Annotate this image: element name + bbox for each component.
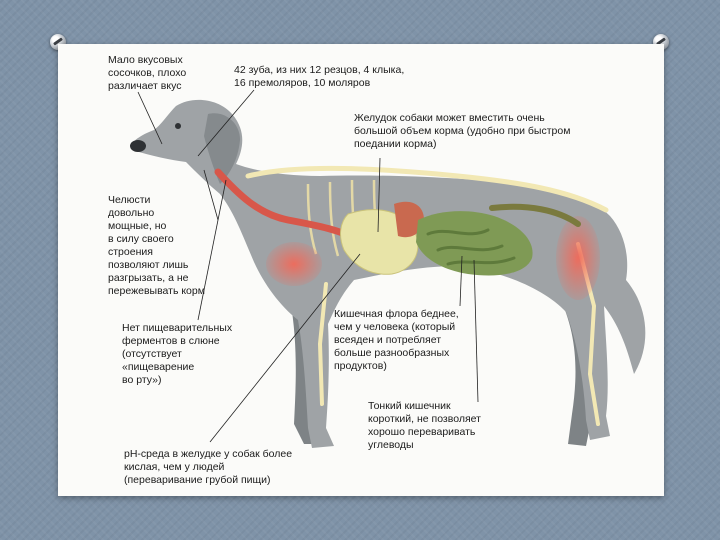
note-stomach: Желудок собаки может вместить очень большой объем корма (удобно при быстром поедании корма) (354, 112, 571, 150)
dog-eye (175, 123, 181, 129)
leader-intestine (474, 260, 478, 402)
note-flora: Кишечная флора беднее, чем у человека (который всеяден и потребляет больше разнообразных продуктов) (334, 308, 459, 372)
note-intestine: Тонкий кишечник короткий, не позволяет хорошо переваривать углеводы (368, 400, 481, 451)
note-jaws: Челюсти довольно мощные, но в силу своего строения позволяют лишь разгрызать, а не пережевывать корм (108, 194, 205, 297)
note-saliva: Нет пищеварительных ферментов в слюне (отсутствует «пищеварение во рту») (122, 322, 233, 386)
dog-shoulder-muscle (266, 242, 322, 286)
note-taste: Мало вкусовых сосочков, плохо различает вкус (108, 54, 187, 92)
note-ph: pH-среда в желудке у собак более кислая, чем у людей (переваривание грубой пищи) (124, 448, 293, 486)
slide-card (58, 44, 664, 496)
dog-nose (130, 140, 146, 152)
dog-thigh-muscle (556, 216, 600, 300)
note-teeth: 42 зуба, из них 12 резцов, 4 клыка, 16 премоляров, 10 моляров (234, 64, 405, 89)
